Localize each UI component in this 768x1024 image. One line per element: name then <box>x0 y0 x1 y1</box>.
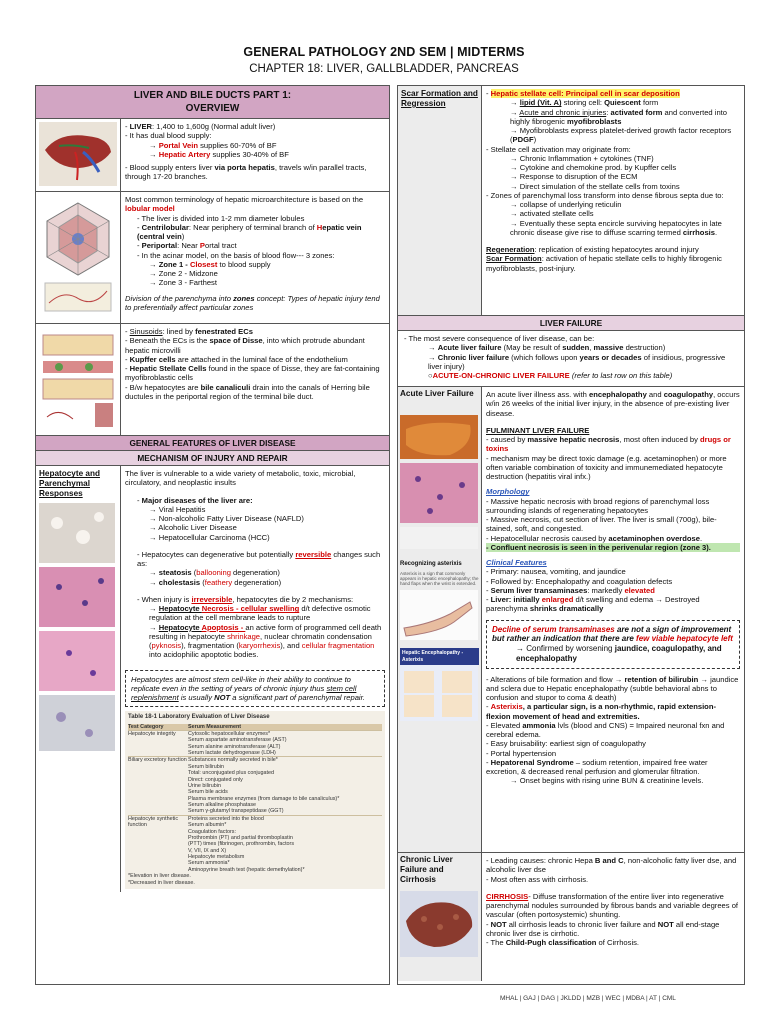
chronic-label: Chronic Liver Failure and Cirrhosis <box>400 855 453 885</box>
asterixis-caption: Recognizing asterixis <box>400 561 462 568</box>
acute-text: An acute liver illness ass. with encephalopathy and coagulopathy, occurs w/in 26 weeks of the initial liver injury, in the absence of pre-existing liver disease. FULMINANT LIVER FAILURE - caused by massive hepatic necrosis, most often induced by drugs or toxins - mechanism may be direct toxic damage (e.g. acetaminophen) or more often variable combination of toxicity and immunemediated hepatocyte destruction (hepatitis viral infx.) Morphology - Massive hepatic necrosis with broad regions of parenchymal loss surrounding islands of regenerating hepatocytes - Massive necrosis, cut section of liver. The liver is small (700g), bile-stained, soft, and congested. - Hepatocellular necrosis caused by acetaminophen overdose. - Confluent necrosis is seen in the perivenular region (zone 3). Clinical Features - Primary: nausea, vomiting, and jaundice - Followed by: Encephalopathy and coagulation defects - Serum liver transaminases: markedly elevated - Liver: initially enlarged d/t swelling and edema → Destroyed parenchyma shrinks dramatically Decline of serum transaminases are not a sign of improvement but rather an indication that there are few viable hepatocyte left → Confirmed by worsening jaundice, coagulopathy, and encephalopathy - Alterations of bile formation and flow → retention of bilirubin → jaundice and sclera due to Hepatic encephalopathy (subtle behavioral abns to confusion and stupor to coma & death) - Asterixis, a particular sign, is a non-rhythmic, rapid extension-flexion movement of head and extremities. - Elevated ammonia lvls (blood and CNS) = Impaired neuronal fxn and cerebral edema. - Easy bruisability: earliest sign of coagulopathy - Portal hypertension - Hepatorenal Syndrome – sodium retention, impaired free water excretion, & decreased renal perfusion and glomerular filtration. → Onset begins with rising urine BUN & creatinine levels. <box>486 390 740 786</box>
lab-table-category: Hepatocyte synthetic function <box>128 815 179 829</box>
mechanism-title: MECHANISM OF INJURY AND REPAIR <box>36 451 389 466</box>
lab-table-measurement: Cytosolic hepatocellular enzymes* Serum aspartate aminotransferase (AST) Serum alanine aminotransferase (ALT) Serum lactate dehydrogenase (LDH) <box>188 730 287 757</box>
scar-text: - Hepatic stellate cell: Principal cell in scar deposition → lipid (Vit. A) storing cell: Quiescent form → Acute and chronic injuries: activated form and converted into highly fibrogenic myofibroblasts → Myofibroblasts express platelet-derived growth factor receptors (PDGF) - Stellate cell activation may originate from: → Chronic Inflammation + cytokines (TNF) → Cytokine and chemokine prod. by Kupffer cells → Response to disruption of the ECM → Direct simulation of the stellate cells from toxins - Zones of parenchymal loss transform into dense fibrous septa due to: → collapse of underlying reticulin → activated stellate cells → Eventually these septa encircle surviving hepatocytes in late chronic disease give rise to diffuse scarring termed cirrhosis. Regeneration: replication of existing hepatocytes around injury Scar Formation: activation of hepatic stellate cells to highly fibrogenic myofibroblasts, post-injury. <box>486 89 732 273</box>
chronic-text: - Leading causes: chronic Hepa B and C, non-alcoholic fatty liver dse, and alcoholic liver dse - Most often ass with cirrhosis. CIRRHOSIS- Diffuse transformation of the entire liver into regenerative parenchymal nodules surrounded by fibrous bands and variable degrees of vascular (often portosystemic) shunting. - NOT all cirrhosis leads to chronic liver failure and NOT all end-stage chronic liver dse is cirrhotic. - The Child-Pugh classification of Cirrhosis. <box>486 856 739 948</box>
cirrhotic-liver-image <box>400 891 478 957</box>
liver-text: - LIVER: 1,400 to 1,600g (Normal adult liver) - It has dual blood supply: → Portal Vein supplies 60-70% of BF → Hepatic Artery supplies 30-40% of BF - Blood supply enters liver via porta hepatis, travels w/in parallel tracts, through 17-20 branches. <box>125 122 367 182</box>
lab-table-category: Hepatocyte integrity <box>128 730 176 737</box>
section-title-overview: LIVER AND BILE DUCTS PART 1: OVERVIEW <box>36 86 389 119</box>
lab-table-measurement: Proteins secreted into the blood Serum albumin* Coagulation factors: Prothrombin (PT) and partial thromboplastin (PTT) times (fibrinogen, prothrombin, factors V, VII, IX and X) Hepatocyte metabolism Serum ammonia* Aminopyrine breath test (hepatic demethylation)* <box>188 815 305 873</box>
transaminase-note: Decline of serum transaminases are not a sign of improvement but rather an indication that there are few viable hepatocyte left → Confirmed by worsening jaundice, coagulopathy, and encephalopathy <box>486 620 740 669</box>
asterixis-caption-small: Asterixis is a sign that commonly appears in hepatic encephalopathy; the hand flaps when the wrist is extended. <box>400 570 479 587</box>
sinusoid-image-cell <box>36 324 121 435</box>
sinusoid-diagram-image <box>39 327 117 431</box>
acute-label: Acute Liver Failure <box>400 389 474 399</box>
lab-table-rows <box>128 730 382 873</box>
footer-initials: MHAL | GAJ | DAG | JKLDD | MZB | WEC | MDBA | AT | CML <box>500 995 676 1002</box>
hepatocyte-label-cell <box>36 466 121 892</box>
liver-anatomy-image <box>39 122 117 186</box>
row-lobule <box>36 192 389 324</box>
lab-table-measurement: Substances normally secreted in bile* Serum bilirubin Total: unconjugated plus conjugated Direct: conjugated only Urine bilirubin Serum bile acids Plasma membrane enzymes (from damage to bile canaliculus)* Serum alkaline phosphatase Serum γ-glutamyl transpeptidase (GGT) <box>188 757 340 815</box>
sinusoid-text: - Sinusoids: lined by fenestrated ECs - Beneath the ECs is the space of Disse, into which protrude abundant hepatic microvilli - Kupffer cells are attached in the luminal face of the endothelium - Hepatic Stellate Cells found in the space of Disse, they are fat-containing myofibroblastic cells - B/w hepatocytes are bile canaliculi drain into the canals of Herring bile ductules in the periportal region of the terminal bile duct. <box>125 327 380 401</box>
liver-failure-title: LIVER FAILURE <box>398 316 744 331</box>
lab-table: Table 18-1 Laboratory Evaluation of Liver Disease Test Category Serum Measurement Hepatocyte integrity Cytosolic hepatocellular enzymes* Serum aspartate aminotransferase (AST) Serum alanine aminotransferase (ALT) Serum lactate dehydrogenase (LDH) Biliary excretory function Substances normally secreted in bile* Serum bilirubin Total: unconjugated plus conjugated Direct: conjugated only Urine bilirubin Serum bile acids Plasma membrane enzymes (from damage to bile canaliculus)* Serum alkaline phosphatase Serum γ-glutamyl transpeptidase (GGT) Hepatocyte synthetic function Proteins secreted into the blood Serum albumin* Coagulation factors: Prothrombin (PT) and partial thromboplastin (PTT) times (fibrinogen, prothrombin, factors V, VII, IX and X) Hepatocyte metabolism Serum ammonia* Aminopyrine breath test (hepatic demethylation)* *Elevation in liver disease. *Decreased in liver disease. <box>125 711 385 888</box>
histology-images <box>39 503 115 753</box>
liver-image-cell <box>36 119 121 191</box>
row-sinusoid <box>36 324 389 436</box>
page-title: GENERAL PATHOLOGY 2ND SEM | MIDTERMS <box>243 45 525 59</box>
lobule-image-cell <box>36 192 121 323</box>
lab-table-row <box>128 756 382 814</box>
asterixis-illustration <box>400 665 478 721</box>
acute-label-cell <box>398 387 482 852</box>
scar-label-cell <box>398 86 482 315</box>
asterixis-hand-image <box>400 590 478 640</box>
row-liver <box>36 119 389 192</box>
lab-table-row <box>128 815 382 873</box>
scar-label: Scar Formation and Regression <box>401 89 478 108</box>
left-column <box>35 85 390 985</box>
he-title: Hepatic Encephalopathy - Asterixis <box>400 648 479 664</box>
stem-cell-note: Hepatocytes are almost stem cell-like in their ability to continue to replicate even in the setting of years of chronic injury thus stem cell replenishment is usually NOT a significant part of parenchymal repair. <box>125 670 385 708</box>
right-column <box>397 85 745 985</box>
chronic-label-cell <box>398 853 482 981</box>
lab-table-category: Biliary excretory function <box>128 757 187 764</box>
hepatocyte-text: The liver is vulnerable to a wide variety of metabolic, toxic, microbial, circulatory, and neoplastic insults - Major diseases of the liver are: → Viral Hepatitis → Non-alcoholic Fatty Liver Disease (NAFLD) → Alcoholic Liver Disease → Hepatocellular Carcinoma (HCC) - Hepatocytes can degenerative but potentially reversible changes such as: → steatosis (ballooning degeneration) → cholestasis (feathery degeneration) - When injury is irreversible, hepatocytes die by 2 mechanisms: → Hepatocyte Necrosis - cellular swelling d/t defective osmotic regulation at the cell membrane leads to rupture → Hepatocyte Apoptosis - an active form of programmed cell death resulting in hepatocyte shrinkage, nuclear chromatin condensation (pyknosis), fragmentation (karyorrhexis), and cellular fragmentation into acidophilic apoptotic bodies. Hepatocytes are almost stem cell-like in their ability to continue to replicate even in the setting of years of chronic injury thus stem cell replenishment is usually NOT a significant part of parenchymal repair. Table 18-1 Laboratory Evaluation of Liver Disease Test Category Serum Measurement Hepatocyte integrity Cytosolic hepatocellular enzymes* Serum aspartate aminotransferase (AST) Serum alanine aminotransferase (ALT) Serum lactate dehydrogenase (LDH) Biliary excretory function Substances normally secreted in bile* Serum bilirubin Total: unconjugated plus conjugated Direct: conjugated only Urine bilirubin Serum bile acids Plasma membrane enzymes (from damage to bile canaliculus)* Serum alkaline phosphatase Serum γ-glutamyl transpeptidase (GGT) Hepatocyte synthetic function Proteins secreted into the blood Serum albumin* Coagulation factors: Prothrombin (PT) and partial thromboplastin (PTT) times (fibrinogen, prothrombin, factors V, VII, IX and X) Hepatocyte metabolism Serum ammonia* Aminopyrine breath test (hepatic demethylation)* *Elevation in liver disease. *Decreased in liver disease. <box>121 466 389 892</box>
lobule-diagram-image <box>39 195 117 319</box>
header <box>0 45 768 76</box>
general-features-title: GENERAL FEATURES OF LIVER DISEASE <box>36 436 389 451</box>
lab-table-row <box>128 730 382 757</box>
row-chronic <box>398 853 744 981</box>
lobule-text: Most common terminology of hepatic microarchitecture is based on the lobular model - The liver is divided into 1-2 mm diameter lobules - Centrilobular: Near periphery of terminal branch of Hepatic vein (central vein) - Periportal: Near Portal tract - In the acinar model, on the basis of blood flow--- 3 zones: → Zone 1 - Closest to blood supply → Zone 2 - Midzone → Zone 3 - Farthest Division of the parenchyma into zones concept: Types of hepatic injury tend to preferentially affect particular zones <box>125 195 380 312</box>
liver-failure-intro: - The most severe consequence of liver disease, can be: → Acute liver failure (May be result of sudden, massive destruction) → Chronic liver failure (which follows upon years or decades of insidious, progressive liver injury) ○ACUTE-ON-CHRONIC LIVER FAILURE (refer to last row on this table) <box>398 331 744 387</box>
acute-histology-images <box>400 415 478 555</box>
hepatocyte-label: Hepatocyte and Parenchymal Responses <box>39 469 100 499</box>
row-scar <box>398 86 744 316</box>
row-acute <box>398 387 744 853</box>
page-subtitle: CHAPTER 18: LIVER, GALLBLADDER, PANCREAS <box>249 63 519 76</box>
lab-table-caption: Table 18-1 Laboratory Evaluation of Liver Disease <box>128 714 270 721</box>
row-hepatocyte <box>36 466 389 892</box>
